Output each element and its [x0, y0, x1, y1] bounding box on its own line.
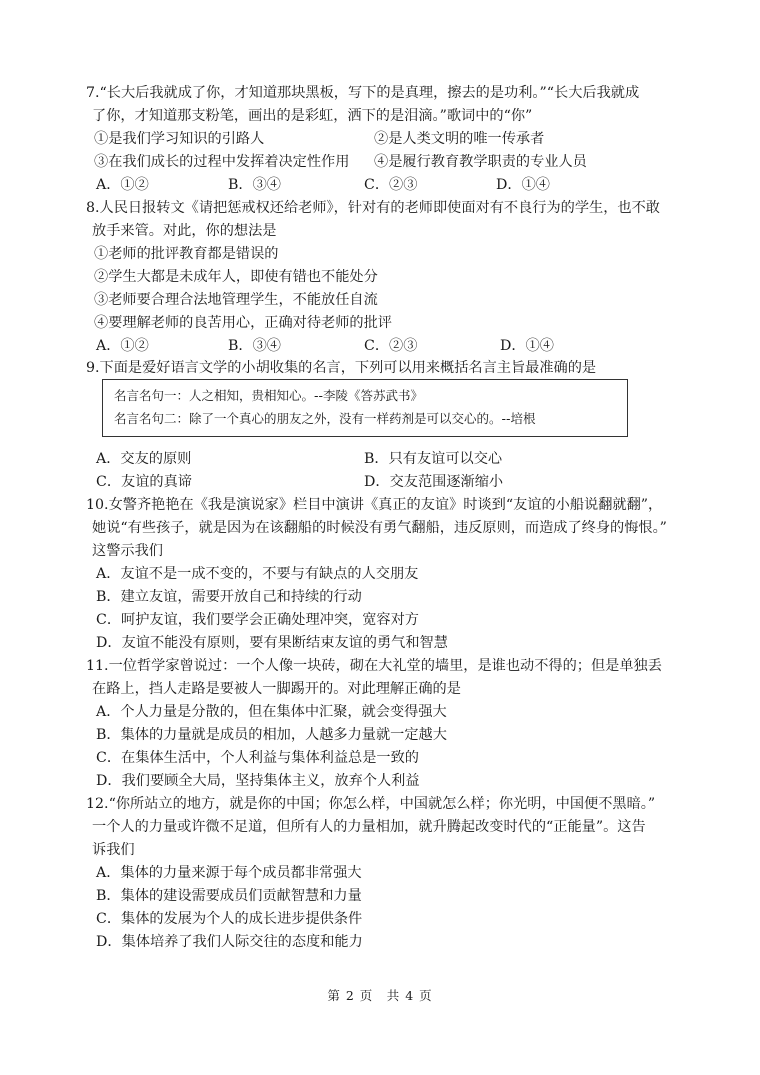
- question-12-option-c[interactable]: C．集体的发展为个人的成长进步提供条件: [96, 911, 363, 927]
- question-10-option-b[interactable]: B．建立友谊，需要开放自己和持续的行动: [96, 589, 362, 605]
- quote-line-2: 名言名句二：除了一个真心的朋友之外，没有一样药剂是可以交心的。--培根: [114, 411, 536, 426]
- question-8-statement-2: ②学生大都是未成年人，即使有错也不能处分: [94, 269, 378, 285]
- question-9-choice-c[interactable]: C．友谊的真谛: [96, 474, 192, 490]
- question-8-choice-c[interactable]: C．②③: [364, 338, 418, 354]
- question-7-choice-c[interactable]: C．②③: [364, 177, 418, 193]
- question-7-statement-4: ④是履行教育教学职责的专业人员: [374, 154, 587, 170]
- question-9-choice-b[interactable]: B．只有友谊可以交心: [364, 451, 503, 467]
- question-7-statement-2: ②是人类文明的唯一传承者: [374, 131, 545, 147]
- question-12-stem-line-2: 一个人的力量或许微不足道，但所有人的力量相加，就升腾起改变时代的“正能量”。这告: [92, 819, 646, 835]
- question-8-choice-b[interactable]: B．③④: [228, 338, 281, 354]
- question-8-stem-line-2: 放手来管。对此，你的想法是: [92, 223, 277, 239]
- question-12-stem-line-3: 诉我们: [92, 842, 135, 858]
- question-9-stem-line-1: 9.下面是爱好语言文学的小胡收集的名言，下列可以用来概括名言主旨最准确的是: [86, 360, 597, 376]
- question-9-choice-a[interactable]: A．交友的原则: [96, 451, 192, 467]
- question-11-option-b[interactable]: B．集体的力量就是成员的相加，人越多力量就一定越大: [96, 727, 447, 743]
- question-12-stem-line-1: 12.“你所站立的地方，就是你的中国；你怎么样，中国就怎么样；你光明，中国便不黑暗。”: [86, 796, 656, 812]
- question-7-stem-line-1: 7.“长大后我就成了你，才知道那块黑板，写下的是真理，擦去的是功利。”“长大后我就成: [86, 85, 640, 101]
- question-9-choice-d[interactable]: D．交友范围逐渐缩小: [364, 474, 504, 490]
- question-11-option-d[interactable]: D．我们要顾全大局，坚持集体主义，放弃个人利益: [96, 773, 420, 789]
- question-7-choice-a[interactable]: A．①②: [96, 177, 149, 193]
- question-8-stem-line-1: 8.人民日报转文《请把惩戒权还给老师》，针对有的老师即使面对有不良行为的学生，也不敢: [86, 200, 660, 216]
- question-7-statement-3: ③在我们成长的过程中发挥着决定性作用: [94, 154, 350, 170]
- question-7-choice-d[interactable]: D．①④: [496, 177, 550, 193]
- question-11-stem-line-1: 11.一位哲学家曾说过：一个人像一块砖，砌在大礼堂的墙里，是谁也动不得的；但是单独丢: [86, 658, 662, 674]
- question-12-option-d[interactable]: D．集体培养了我们人际交往的态度和能力: [96, 934, 363, 950]
- question-10-stem-line-2: 她说“有些孩子，就是因为在该翻船的时候没有勇气翻船，违反原则，而造成了终身的悔恨。”: [92, 520, 667, 536]
- question-8-statement-3: ③老师要合理合法地管理学生，不能放任自流: [94, 292, 378, 308]
- quote-box: [102, 379, 628, 437]
- question-8-statement-1: ①老师的批评教育都是错误的: [94, 246, 279, 262]
- question-7-statement-1: ①是我们学习知识的引路人: [94, 131, 265, 147]
- question-11-option-a[interactable]: A．个人力量是分散的，但在集体中汇聚，就会变得强大: [96, 704, 447, 720]
- question-11-option-c[interactable]: C．在集体生活中，个人利益与集体利益总是一致的: [96, 750, 419, 766]
- question-8-choice-a[interactable]: A．①②: [96, 338, 149, 354]
- quote-line-1: 名言名句一：人之相知，贵相知心。--李陵《答苏武书》: [114, 388, 424, 403]
- question-8-choice-d[interactable]: D．①④: [500, 338, 554, 354]
- question-10-stem-line-3: 这警示我们: [92, 543, 163, 559]
- question-10-stem-line-1: 10.女警齐艳艳在《我是演说家》栏目中演讲《真正的友谊》时谈到“友谊的小船说翻就翻”，: [86, 497, 663, 513]
- question-12-option-a[interactable]: A．集体的力量来源于每个成员都非常强大: [96, 865, 362, 881]
- page-footer: 第 2 页 共 4 页: [327, 988, 433, 1003]
- question-8-statement-4: ④要理解老师的良苦用心，正确对待老师的批评: [94, 315, 392, 331]
- question-10-option-c[interactable]: C．呵护友谊，我们要学会正确处理冲突，宽容对方: [96, 612, 419, 628]
- question-10-option-a[interactable]: A．友谊不是一成不变的，不要与有缺点的人交朋友: [96, 566, 419, 582]
- question-10-option-d[interactable]: D．友谊不能没有原则，要有果断结束友谊的勇气和智慧: [96, 635, 448, 651]
- question-7-stem-line-2: 了你，才知道那支粉笔，画出的是彩虹，洒下的是泪滴。”歌词中的“你”: [92, 108, 533, 124]
- question-11-stem-line-2: 在路上，挡人走路是要被人一脚踢开的。对此理解正确的是: [92, 681, 461, 697]
- question-12-option-b[interactable]: B．集体的建设需要成员们贡献智慧和力量: [96, 888, 362, 904]
- question-7-choice-b[interactable]: B．③④: [228, 177, 281, 193]
